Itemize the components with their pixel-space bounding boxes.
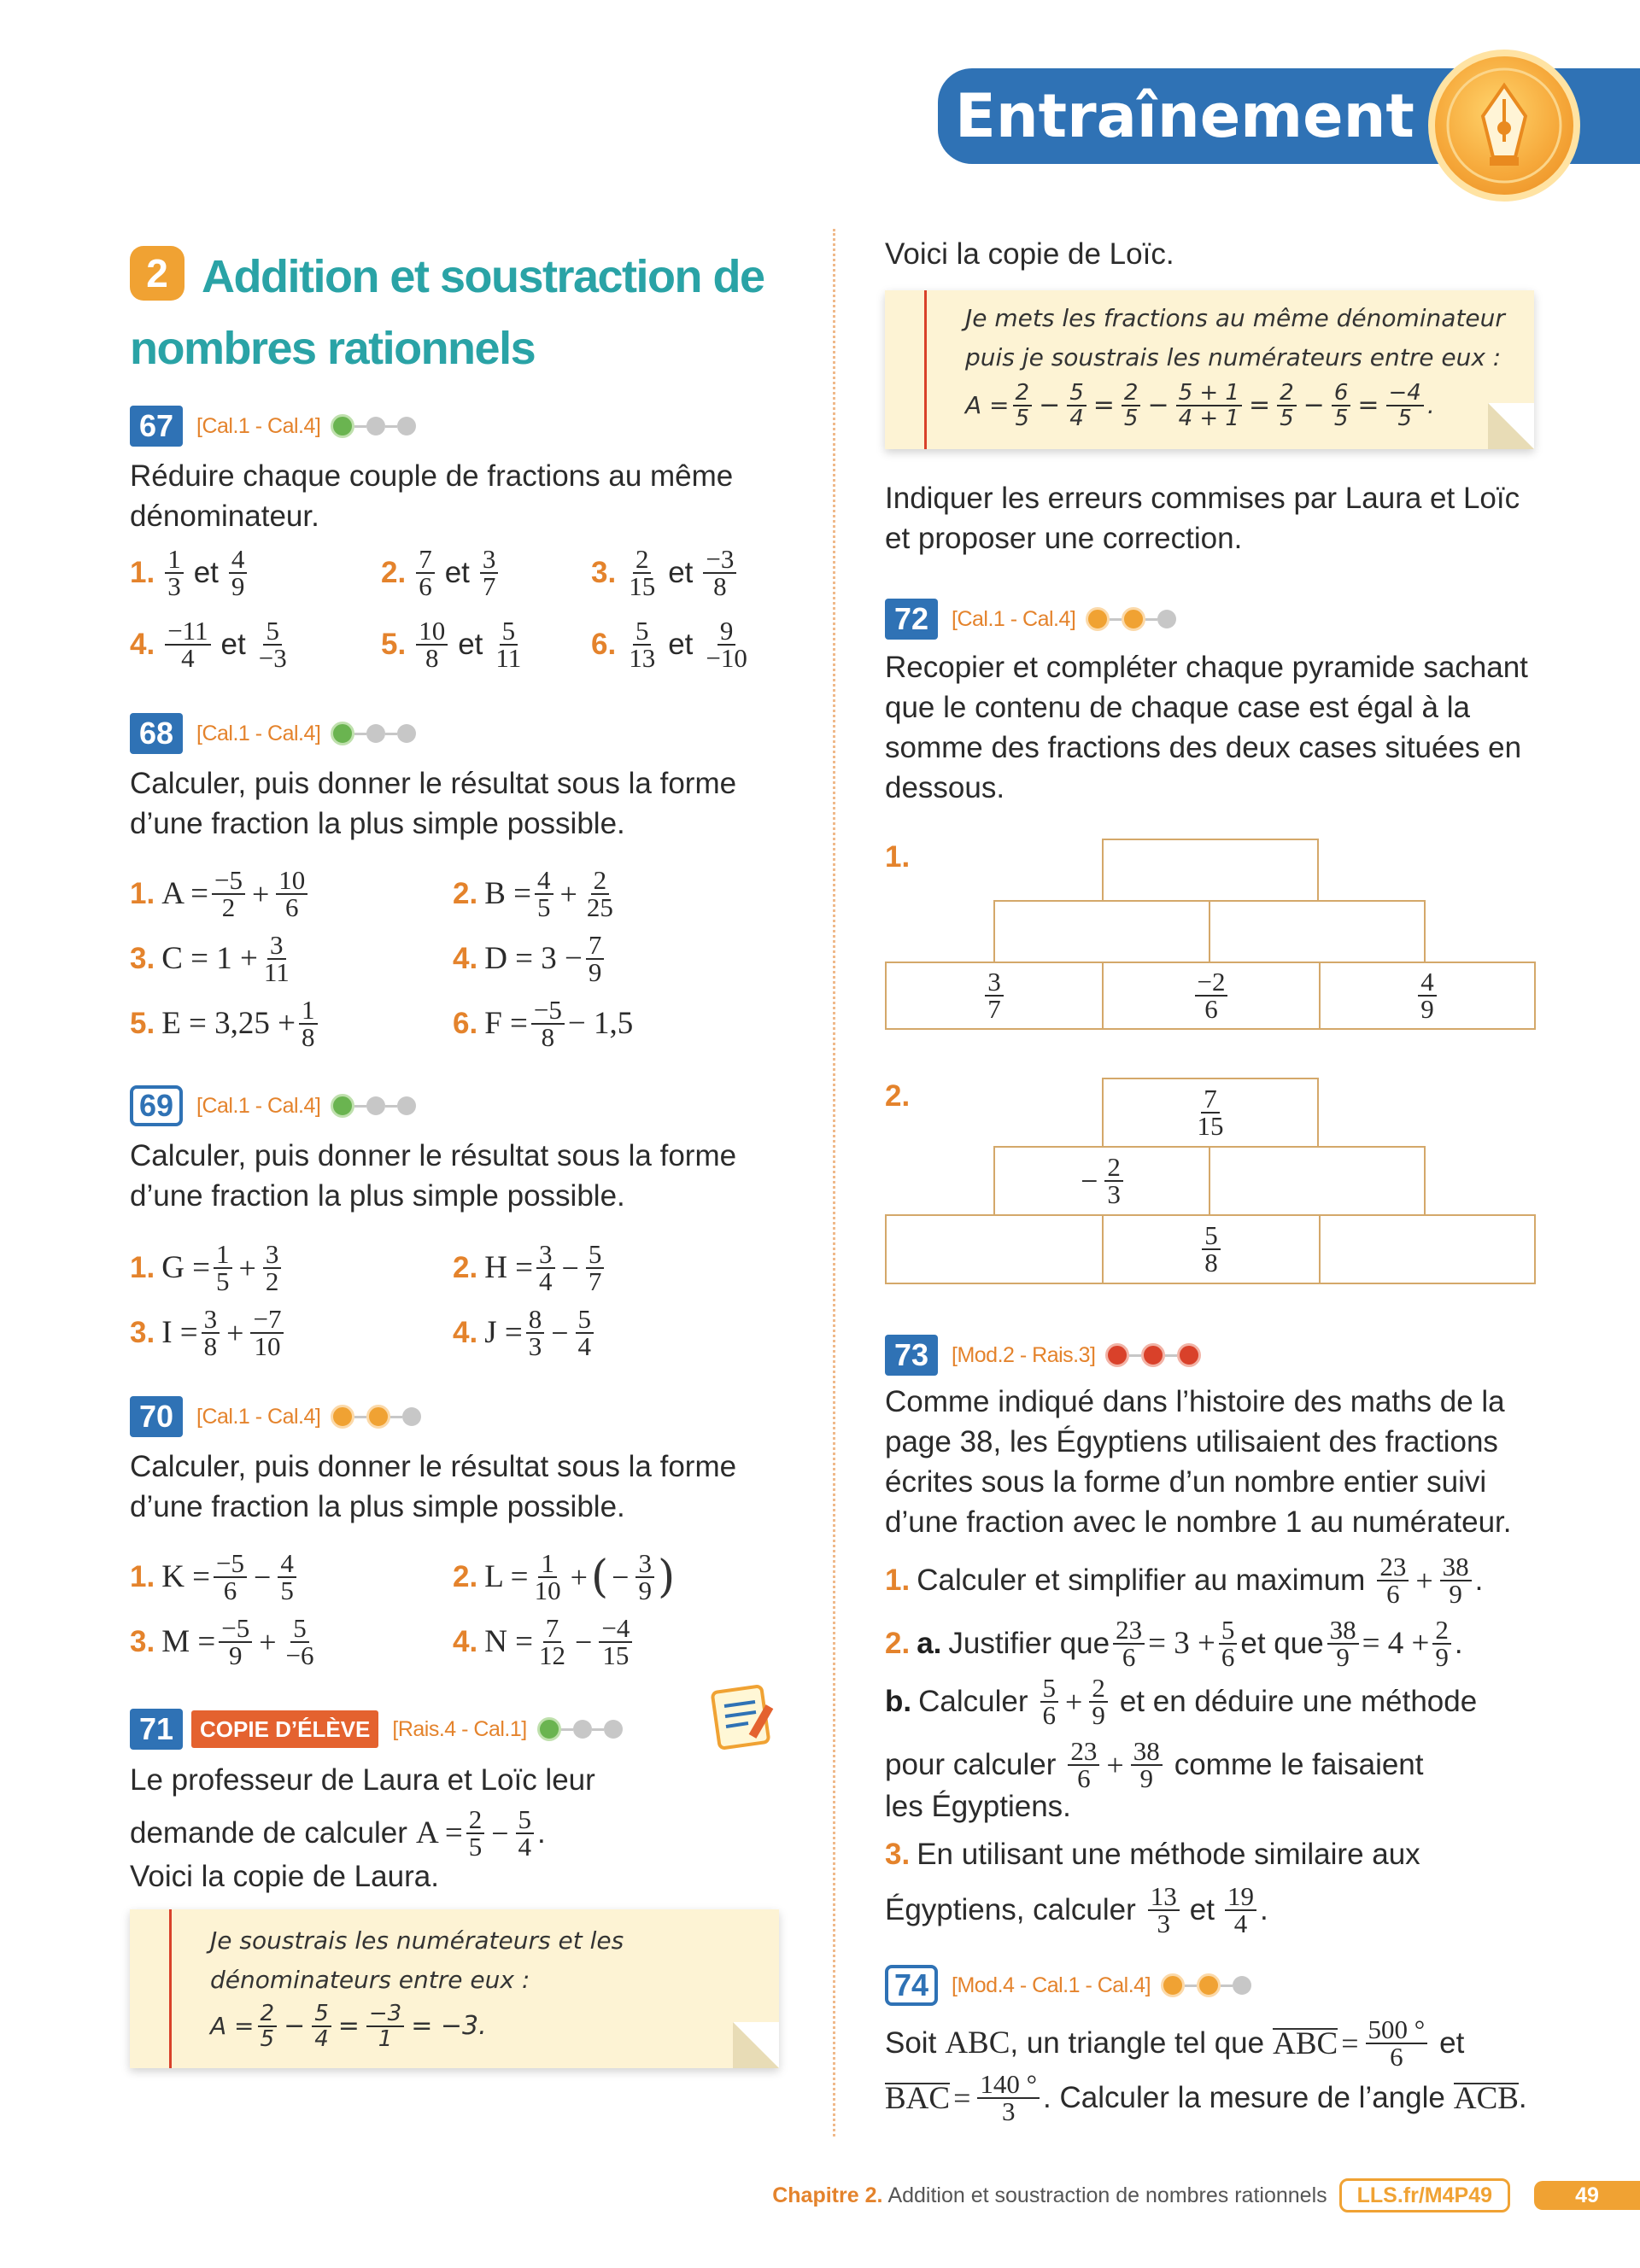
exercise-67-statement: Réduire chaque couple de fractions au même dénominateur. xyxy=(130,459,734,533)
ex67-item-6: 6. $\frac{5}{13}$ et $\frac{9}{-10}$ xyxy=(591,616,747,673)
notepad-icon xyxy=(709,1681,779,1751)
difficulty-dots xyxy=(331,1094,416,1118)
page-number: 49 xyxy=(1534,2181,1640,2210)
item-label: 5. xyxy=(381,628,407,661)
pyramid-2-bottom-cell-2: $\frac{5}{8}$ xyxy=(1102,1214,1321,1284)
exercise-69-header xyxy=(130,1084,416,1127)
exercise-71-line2: demande de calculer A = $\frac{2}{5}$ − $\frac{5}{4}$ . xyxy=(130,1804,546,1862)
exercise-68-statement: Calculer, puis donner le résultat sous la forme d’une fraction la plus simple possible. xyxy=(130,767,737,840)
laura-line1: Je soustrais les numérateurs et les xyxy=(210,1926,624,1955)
ex70-item-1: 1. K = $\frac{-5}{6}$ − $\frac{4}{5}$ xyxy=(130,1551,300,1604)
angle-acb: ACB xyxy=(1453,2081,1519,2116)
section-title-line2: nombres rationnels xyxy=(130,323,536,374)
difficulty-dots xyxy=(331,414,416,438)
ex69-item-3: 3. I = $\frac{3}{8}$ + $\frac{-7}{10}$ xyxy=(130,1306,287,1359)
exercise-number: 71 xyxy=(130,1709,183,1750)
skill-tag: [Rais.4 - Cal.1] xyxy=(392,1716,527,1741)
ex67-item-5: 5. $\frac{10}{8}$ et $\frac{5}{11}$ xyxy=(381,616,522,673)
ex69-item-4: 4. J = $\frac{8}{3}$ − $\frac{5}{4}$ xyxy=(453,1306,597,1359)
section-title-line1: Addition et soustraction de xyxy=(202,251,764,302)
footer-chapter: Chapitre 2. xyxy=(772,2183,883,2207)
skill-tag: [Cal.1 - Cal.4] xyxy=(196,721,321,745)
exercise-74-header xyxy=(885,1964,1251,2007)
item-label: 3. xyxy=(591,556,617,589)
ex67-item-2: 2. $\frac{7}{6}$ et $\frac{3}{7}$ xyxy=(381,547,501,599)
exercise-73-statement: Comme indiqué dans l’histoire des maths de la page 38, les Égyptiens utilisaient des fractions écrites sous la forme d’un nombre entier suivi d’une fraction avec le nombre 1 au numérateur. xyxy=(885,1385,1512,1539)
column-divider xyxy=(833,229,835,2136)
laura-copy-note xyxy=(130,1909,779,2068)
laura-line2: dénominateurs entre eux : xyxy=(210,1966,530,1994)
skill-tag: [Mod.4 - Cal.1 - Cal.4] xyxy=(952,1973,1151,1997)
loic-line2: puis je soustrais les numérateurs entre eux : xyxy=(965,343,1502,371)
ex70-item-4: 4. N = $\frac{7}{12}$ − $\frac{-4}{15}$ xyxy=(453,1616,636,1669)
ex74-line2: BAC = $\frac{140 ^\circ}{3}$ . Calculer la mesure de l’angle ACB . xyxy=(885,2069,1527,2126)
pyramid-1-label: 1. xyxy=(885,840,911,874)
ex73-question-1: 1. Calculer et simplifier au maximum $\frac{23}{6}$ + $\frac{38}{9}$ . xyxy=(885,1552,1484,1609)
item-label: 4. xyxy=(130,628,155,661)
exercise-number: 72 xyxy=(885,599,938,640)
skill-tag: [Mod.2 - Rais.3] xyxy=(952,1342,1096,1367)
pyramid-1-bottom-cell-1: $\frac{3}{7}$ xyxy=(885,962,1104,1030)
pyramid-2-mid-cell-right xyxy=(1209,1146,1426,1216)
page-footer xyxy=(772,2174,1640,2217)
item-label: 6. xyxy=(591,628,617,661)
section-number: 2 xyxy=(130,246,184,301)
ex67-item-4: 4. $\frac{-11}{4}$ et $\frac{5}{-3}$ xyxy=(130,616,287,673)
ex69-item-2: 2. H = $\frac{3}{4}$ − $\frac{5}{7}$ xyxy=(453,1242,607,1295)
ex70-item-3: 3. M = $\frac{-5}{9}$ + $\frac{5}{-6}$ xyxy=(130,1613,314,1670)
ex68-item-4: 4. D = 3 − $\frac{7}{9}$ xyxy=(453,932,607,985)
exercise-number: 73 xyxy=(885,1335,938,1376)
laura-equation: A = $\frac{2}{5}$ − $\frac{5}{4}$ = $\frac{-3}{1}$ = −3. xyxy=(210,2001,487,2052)
copie-eleve-badge: COPIE D’ÉLÈVE xyxy=(191,1710,378,1748)
loic-intro: Voici la copie de Loïc. xyxy=(885,237,1174,271)
exercise-number: 69 xyxy=(130,1085,183,1126)
exercise-68-header xyxy=(130,712,416,755)
ex70-item-2: 2. L = $\frac{1}{10}$ + ( − $\frac{3}{9}$ ) xyxy=(453,1548,676,1605)
difficulty-dots xyxy=(331,722,416,745)
exercise-70-header xyxy=(130,1395,421,1438)
exercise-71-header xyxy=(130,1708,623,1751)
loic-equation: A = $\frac{2}{5}$ − $\frac{5}{4}$ = $\frac{2}{5}$ − $\frac{5 + 1}{4 + 1}$ = $\frac{2}{5}$ − $\frac{6}{5}$ = $\frac{-4}{5}$ . xyxy=(965,380,1435,431)
difficulty-dots xyxy=(1086,607,1176,631)
angle-bac: BAC xyxy=(885,2081,951,2116)
pyramid-2-label: 2. xyxy=(885,1079,911,1113)
exercise-number: 70 xyxy=(130,1396,183,1437)
exercise-73-header xyxy=(885,1334,1201,1377)
section-title xyxy=(130,241,765,374)
exercise-number: 74 xyxy=(885,1965,938,2006)
exercise-71-question: Indiquer les erreurs commises par Laura et Loïc et proposer une correction. xyxy=(885,482,1520,555)
loic-copy-note xyxy=(885,290,1534,449)
ex73-question-2a: 2. a. Justifier que $\frac{23}{6}$ = 3 + $\frac{5}{6}$ et que $\frac{38}{9}$ = 4 + $\frac{2}{9}$ . xyxy=(885,1615,1463,1672)
pyramid-1-bottom-cell-3: $\frac{4}{9}$ xyxy=(1319,962,1536,1030)
difficulty-dots xyxy=(1161,1973,1251,1997)
pyramid-1-mid-cell-right xyxy=(1209,900,1426,963)
ex73-question-2b-end: les Égyptiens. xyxy=(885,1790,1071,1823)
exercise-number: 68 xyxy=(130,713,183,754)
banner-title: Entraînement xyxy=(955,81,1414,151)
pyramid-1-mid-cell-left xyxy=(993,900,1210,963)
exercise-71-line1: Le professeur de Laura et Loïc leur xyxy=(130,1763,595,1797)
difficulty-dots xyxy=(1105,1343,1201,1367)
difficulty-dots xyxy=(537,1717,623,1741)
exercise-72-statement: Recopier et compléter chaque pyramide sachant que le contenu de chaque case est égal à la somme des fractions des deux cases situées en dessous. xyxy=(885,651,1528,804)
ex74-line1: Soit ABC , un triangle tel que ABC = $\frac{500 ^\circ}{6}$ et xyxy=(885,2014,1465,2072)
ex73-question-2b-cont: pour calculer $\frac{23}{6}$ + $\frac{38}{9}$ comme le faisaient xyxy=(885,1736,1424,1793)
exercise-70-statement: Calculer, puis donner le résultat sous la forme d’une fraction la plus simple possible. xyxy=(130,1450,737,1523)
exercise-71-line3: Voici la copie de Laura. xyxy=(130,1860,439,1893)
ex68-item-1: 1. A = $\frac{-5}{2}$ + $\frac{10}{6}$ xyxy=(130,868,311,921)
item-label: 2. xyxy=(381,556,407,589)
pyramid-2-mid-cell-left: − $\frac{2}{3}$ xyxy=(993,1146,1210,1216)
loic-line1: Je mets les fractions au même dénominateur xyxy=(965,304,1505,332)
ex68-item-3: 3. C = 1 + $\frac{3}{11}$ xyxy=(130,930,290,987)
skill-tag: [Cal.1 - Cal.4] xyxy=(196,1404,321,1429)
ex68-item-6: 6. F = $\frac{-5}{8}$ − 1,5 xyxy=(453,995,634,1052)
ex68-item-5: 5. E = 3,25 + $\frac{1}{8}$ xyxy=(130,997,321,1050)
exercise-69-statement: Calculer, puis donner le résultat sous la forme d’une fraction la plus simple possible. xyxy=(130,1139,737,1213)
footer-link[interactable]: LLS.fr/M4P49 xyxy=(1339,2178,1510,2212)
skill-tag: [Cal.1 - Cal.4] xyxy=(196,413,321,438)
exercise-number: 67 xyxy=(130,406,183,447)
exercise-72-header xyxy=(885,598,1176,640)
ex68-item-2: 2. B = $\frac{4}{5}$ + $\frac{2}{25}$ xyxy=(453,865,613,922)
ex67-item-1: 1. $\frac{1}{3}$ et $\frac{4}{9}$ xyxy=(130,547,250,599)
pyramid-1-bottom-cell-2: $\frac{-2}{6}$ xyxy=(1102,962,1321,1030)
ex73-question-3: 3. En utilisant une méthode similaire aux xyxy=(885,1838,1420,1871)
pyramid-1-top-cell xyxy=(1102,839,1319,902)
ex67-item-3: 3. $\frac{2}{15}$ et $\frac{-3}{8}$ xyxy=(591,547,740,599)
angle-abc: ABC xyxy=(1273,2026,1338,2061)
pen-nib-medal-icon xyxy=(1428,50,1580,202)
item-label: 1. xyxy=(130,556,155,589)
difficulty-dots xyxy=(331,1405,421,1429)
skill-tag: [Cal.1 - Cal.4] xyxy=(952,606,1076,631)
ex73-question-2b: b. Calculer $\frac{5}{6}$ + $\frac{2}{9}$ et en déduire une méthode xyxy=(885,1673,1478,1730)
skill-tag: [Cal.1 - Cal.4] xyxy=(196,1093,321,1118)
pyramid-2-bottom-cell-1 xyxy=(885,1214,1104,1284)
exercise-67-header xyxy=(130,405,416,447)
pyramid-2-top-cell: $\frac{7}{15}$ xyxy=(1102,1078,1319,1148)
footer-chapter-name: Addition et soustraction de nombres rationnels xyxy=(887,2183,1327,2207)
ex73-question-3-cont: Égyptiens, calculer $\frac{13}{3}$ et $\frac{19}{4}$ . xyxy=(885,1881,1268,1938)
pyramid-2-bottom-cell-3 xyxy=(1319,1214,1536,1284)
ex69-item-1: 1. G = $\frac{1}{5}$ + $\frac{3}{2}$ xyxy=(130,1242,284,1295)
